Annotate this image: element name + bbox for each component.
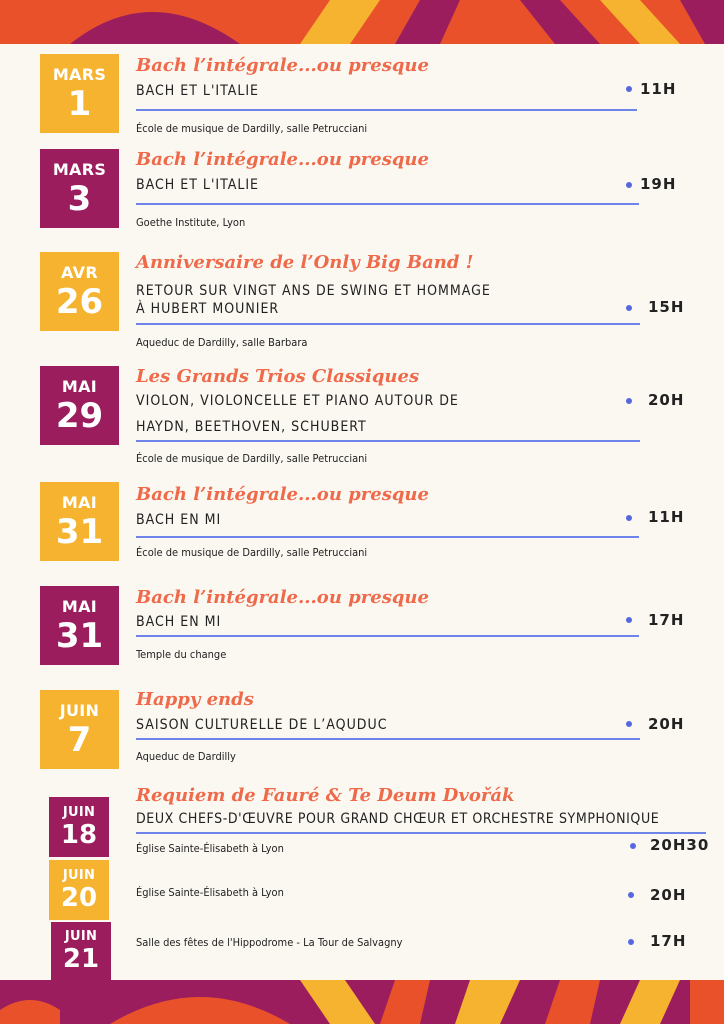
event-time: 15H: [648, 298, 685, 316]
date-day: 21: [62, 944, 100, 974]
date-day: 3: [67, 178, 92, 219]
date-badge: [40, 252, 119, 331]
event-time: 20H: [650, 886, 687, 904]
event-subtitle: À HUBERT MOUNIER: [136, 301, 280, 317]
date-day: 7: [67, 719, 92, 760]
event-venue: Église Sainte-Élisabeth à Lyon: [136, 886, 284, 899]
event-time: 19H: [640, 175, 677, 193]
date-month: MAI: [61, 492, 98, 512]
event-subtitle: DEUX CHEFS-D'ŒUVRE POUR GRAND CHŒUR ET ORCHESTRE SYMPHONIQUE: [136, 811, 660, 827]
date-day: 31: [55, 511, 104, 552]
event-venue: Goethe Institute, Lyon: [136, 216, 246, 229]
date-month: MARS: [52, 159, 107, 179]
date-badge: [49, 860, 109, 920]
event-venue: Église Sainte-Élisabeth à Lyon: [136, 842, 284, 855]
event-subtitle: BACH EN MI: [136, 614, 222, 630]
date-day: 1: [67, 83, 92, 124]
event-title: Les Grands Trios Classiques: [136, 366, 420, 387]
divider-line: [136, 536, 639, 538]
date-day: 18: [60, 820, 98, 850]
bullet-dot: [626, 182, 632, 188]
event-title: Anniversaire de l’Only Big Band !: [136, 252, 474, 273]
event-venue: Aqueduc de Dardilly, salle Barbara: [136, 336, 308, 349]
bullet-dot: [626, 305, 632, 311]
event-venue: École de musique de Dardilly, salle Petrucciani: [136, 546, 368, 559]
date-month: JUIN: [62, 868, 96, 883]
date-month: JUIN: [59, 700, 100, 720]
event-time: 17H: [650, 932, 687, 950]
date-month: MAI: [61, 376, 98, 396]
bullet-dot: [626, 617, 632, 623]
event-title: Bach l’intégrale...ou presque: [136, 484, 429, 505]
event-venue: Salle des fêtes de l'Hippodrome - La Tour de Salvagny: [136, 936, 403, 949]
event-title: Bach l’intégrale...ou presque: [136, 55, 429, 76]
date-day: 26: [55, 281, 104, 322]
event-subtitle: HAYDN, BEETHOVEN, SCHUBERT: [136, 419, 367, 435]
top-decorative-band: [0, 0, 724, 44]
divider-line: [136, 440, 640, 442]
divider-line: [136, 109, 637, 111]
event-time: 20H30: [650, 836, 710, 854]
event-subtitle: BACH EN MI: [136, 512, 222, 528]
bullet-dot: [626, 515, 632, 521]
event-title: Bach l’intégrale...ou presque: [136, 587, 429, 608]
event-venue: Temple du change: [136, 648, 227, 661]
event-venue: Aqueduc de Dardilly: [136, 750, 236, 763]
bullet-dot: [628, 939, 634, 945]
bullet-dot: [626, 398, 632, 404]
event-subtitle: BACH ET L'ITALIE: [136, 177, 260, 193]
date-badge: [40, 54, 119, 133]
bullet-dot: [628, 892, 634, 898]
bullet-dot: [626, 86, 632, 92]
event-title: Happy ends: [136, 689, 254, 710]
event-title: Bach l’intégrale...ou presque: [136, 149, 429, 170]
date-badge: [51, 922, 111, 980]
event-subtitle: RETOUR SUR VINGT ANS DE SWING ET HOMMAGE: [136, 283, 491, 299]
divider-line: [136, 635, 639, 637]
date-month: MAI: [61, 596, 98, 616]
date-month: JUIN: [62, 805, 96, 820]
date-badge: [40, 482, 119, 561]
event-time: 20H: [648, 391, 685, 409]
event-title: Requiem de Fauré & Te Deum Dvořák: [136, 785, 515, 806]
bullet-dot: [626, 721, 632, 727]
date-badge: [40, 690, 119, 769]
divider-line: [136, 323, 640, 325]
event-time: 11H: [640, 80, 677, 98]
event-venue: École de musique de Dardilly, salle Petrucciani: [136, 452, 368, 465]
event-subtitle: VIOLON, VIOLONCELLE ET PIANO AUTOUR DE: [136, 393, 459, 409]
divider-line: [136, 832, 706, 834]
event-time: 11H: [648, 508, 685, 526]
event-time: 17H: [648, 611, 685, 629]
date-day: 20: [60, 883, 98, 913]
date-month: MARS: [52, 64, 107, 84]
divider-line: [136, 203, 639, 205]
date-month: AVR: [61, 262, 98, 282]
date-month: JUIN: [64, 929, 98, 944]
event-time: 20H: [648, 715, 685, 733]
date-day: 31: [55, 615, 104, 656]
bottom-decorative-band: [0, 980, 724, 1024]
event-subtitle: SAISON CULTURELLE DE L’AQUDUC: [136, 717, 388, 733]
divider-line: [136, 738, 640, 740]
date-badge: [40, 366, 119, 445]
event-subtitle: BACH ET L'ITALIE: [136, 83, 260, 99]
date-day: 29: [55, 395, 104, 436]
date-badge: [49, 797, 109, 857]
date-badge: [40, 586, 119, 665]
date-badge: [40, 149, 119, 228]
event-venue: École de musique de Dardilly, salle Petrucciani: [136, 122, 368, 135]
bullet-dot: [630, 843, 636, 849]
